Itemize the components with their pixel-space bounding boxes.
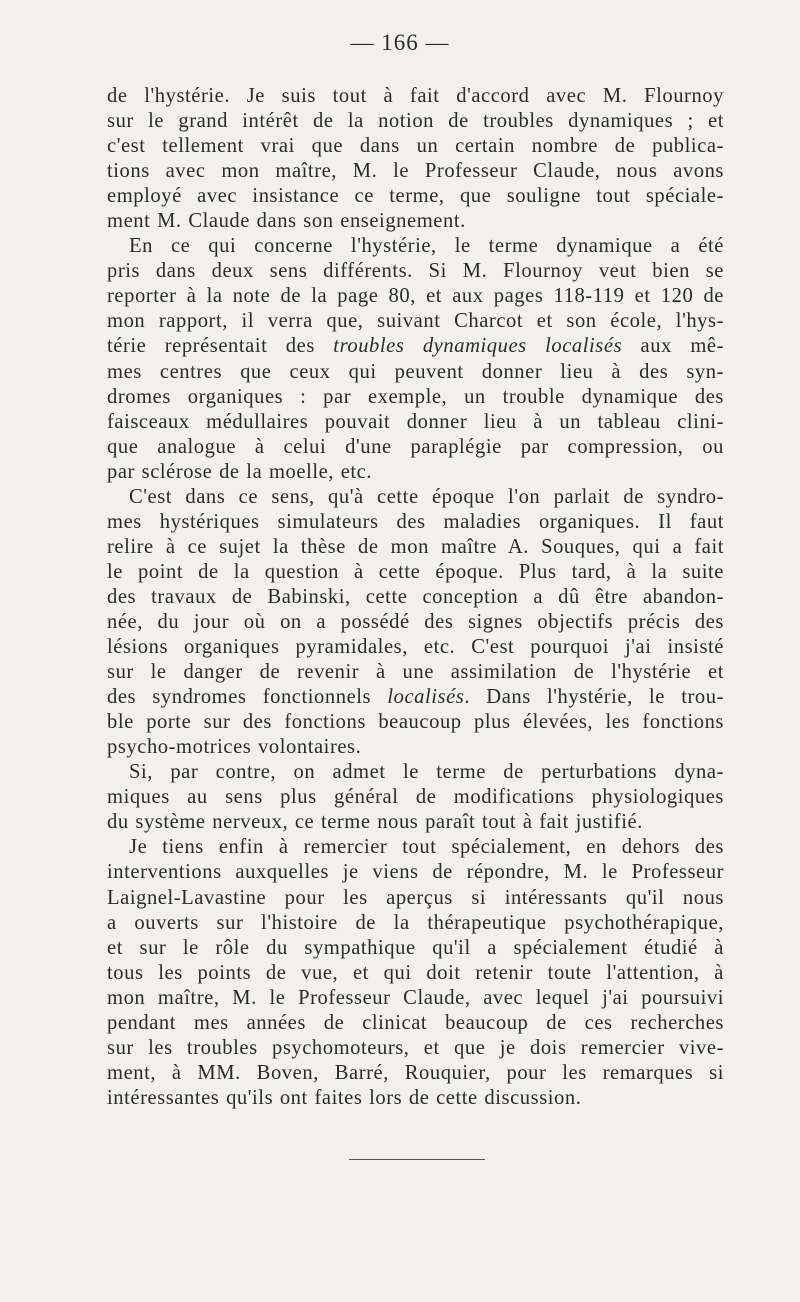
text-line [107, 785, 724, 810]
paragraph [107, 84, 724, 234]
text-segment: ble porte sur des fonctions beaucoup plus élevées, les fonctions [107, 711, 724, 734]
text-segment: mon rapport, il verra que, suivant Charcot et son école, l'hys- [107, 310, 724, 333]
text-segment: que analogue à celui d'une paraplégie par compression, ou [107, 435, 724, 458]
text-line [107, 435, 724, 460]
italic-text: localisés [387, 686, 465, 709]
text-line [107, 585, 724, 610]
text-segment: ment M. Claude dans son enseignement. [107, 210, 466, 233]
text-line [107, 660, 724, 685]
text-line [107, 259, 724, 284]
text-line [107, 735, 724, 760]
text-segment: sur le danger de revenir à une assimilation de l'hystérie et [107, 661, 724, 684]
text-line [107, 560, 724, 585]
text-line [107, 535, 724, 560]
text-line [107, 360, 724, 385]
text-segment: ment, à MM. Boven, Barré, Rouquier, pour les remarques si [107, 1061, 724, 1084]
text-line [107, 610, 724, 635]
text-line [107, 685, 724, 710]
text-line [107, 961, 724, 986]
paragraph [107, 835, 724, 1111]
text-line [107, 1061, 724, 1086]
text-segment: mon maître, M. le Professeur Claude, avec lequel j'ai poursuivi [107, 986, 724, 1009]
text-segment: dromes organiques : par exemple, un trouble dynamique des [107, 385, 724, 408]
text-segment: lésions organiques pyramidales, etc. C'est pourquoi j'ai insisté [107, 636, 724, 659]
text-line [107, 159, 724, 184]
text-segment: intéressantes qu'ils ont faites lors de cette discussion. [107, 1086, 582, 1109]
text-segment: des syndromes fonctionnels [107, 686, 388, 709]
text-segment: interventions auxquelles je viens de répondre, M. le Professeur [107, 861, 724, 884]
text-line [107, 309, 724, 334]
text-segment: térie représentait des [107, 335, 334, 358]
text-line [107, 936, 724, 961]
text-line [107, 485, 724, 510]
text-line [107, 1086, 724, 1111]
text-line [107, 911, 724, 936]
page-number: — 166 — [350, 30, 450, 55]
text-segment: c'est tellement vrai que dans un certain nombre de publica- [107, 135, 724, 158]
text-segment: psycho-motrices volontaires. [107, 736, 362, 759]
text-line [107, 510, 724, 535]
text-segment: aux mê- [622, 335, 724, 358]
text-line [107, 835, 724, 860]
text-line [107, 1011, 724, 1036]
text-segment: et sur le rôle du sympathique qu'il a spécialement étudié à [107, 936, 724, 959]
text-segment: miques au sens plus général de modifications physiologiques [107, 786, 724, 809]
text-line [107, 810, 724, 835]
text-line [107, 234, 724, 259]
text-segment: Laignel-Lavastine pour les aperçus si intéressants qu'il nous [107, 886, 724, 909]
text-segment: relire à ce sujet la thèse de mon maître A. Souques, qui a fait [107, 535, 724, 558]
text-line [107, 209, 724, 234]
paragraph [107, 485, 724, 761]
text-line [107, 134, 724, 159]
text-segment: . Dans l'hystérie, le trou- [464, 686, 724, 709]
text-segment: née, du jour où on a possédé des signes objectifs précis des [107, 610, 724, 633]
text-line [107, 760, 724, 785]
text-segment: mes hystériques simulateurs des maladies organiques. Il faut [107, 510, 724, 533]
text-line [107, 410, 724, 435]
text-segment: par sclérose de la moelle, etc. [107, 460, 373, 483]
text-segment: a ouverts sur l'histoire de la thérapeutique psychothérapique, [107, 911, 724, 934]
text-line [107, 460, 724, 485]
body-text [107, 84, 724, 1111]
text-segment: reporter à la note de la page 80, et aux pages 118-119 et 120 de [107, 285, 724, 308]
text-segment: faisceaux médullaires pouvait donner lieu à un tableau clini- [107, 410, 724, 433]
text-segment: tous les points de vue, et qui doit retenir toute l'attention, à [107, 961, 724, 984]
text-segment: Je tiens enfin à remercier tout spécialement, en dehors des [129, 836, 724, 859]
text-line [107, 710, 724, 735]
text-line [107, 1036, 724, 1061]
text-segment: Si, par contre, on admet le terme de perturbations dyna- [129, 761, 724, 784]
text-segment: En ce qui concerne l'hystérie, le terme dynamique a été [129, 235, 724, 258]
text-line [107, 334, 724, 359]
text-segment: C'est dans ce sens, qu'à cette époque l'on parlait de syndro- [129, 485, 724, 508]
text-line [107, 635, 724, 660]
text-segment: des travaux de Babinski, cette conception a dû être abandon- [107, 585, 724, 608]
text-segment: du système nerveux, ce terme nous paraît tout à fait justifié. [107, 811, 643, 834]
text-segment: pendant mes années de clinicat beaucoup de ces recherches [107, 1011, 724, 1034]
text-line [107, 986, 724, 1011]
text-line [107, 84, 724, 109]
italic-text: troubles dynamiques localisés [333, 335, 623, 358]
text-segment: tions avec mon maître, M. le Professeur Claude, nous avons [107, 160, 724, 183]
text-segment: mes centres que ceux qui peuvent donner lieu à des syn- [107, 360, 724, 383]
text-segment: le point de la question à cette époque. Plus tard, à la suite [107, 560, 724, 583]
text-segment: sur le grand intérêt de la notion de troubles dynamiques ; et [107, 110, 724, 133]
text-line [107, 385, 724, 410]
text-segment: pris dans deux sens différents. Si M. Flournoy veut bien se [107, 260, 724, 283]
text-line [107, 184, 724, 209]
text-segment: sur les troubles psychomoteurs, et que je dois remercier vive- [107, 1036, 724, 1059]
paragraph [107, 234, 724, 484]
end-rule [349, 1159, 485, 1160]
text-line [107, 284, 724, 309]
text-line [107, 860, 724, 885]
text-segment: employé avec insistance ce terme, que souligne tout spéciale- [107, 185, 724, 208]
text-segment: de l'hystérie. Je suis tout à fait d'accord avec M. Flournoy [107, 85, 724, 107]
paragraph [107, 760, 724, 835]
text-line [107, 886, 724, 911]
text-line [107, 109, 724, 134]
